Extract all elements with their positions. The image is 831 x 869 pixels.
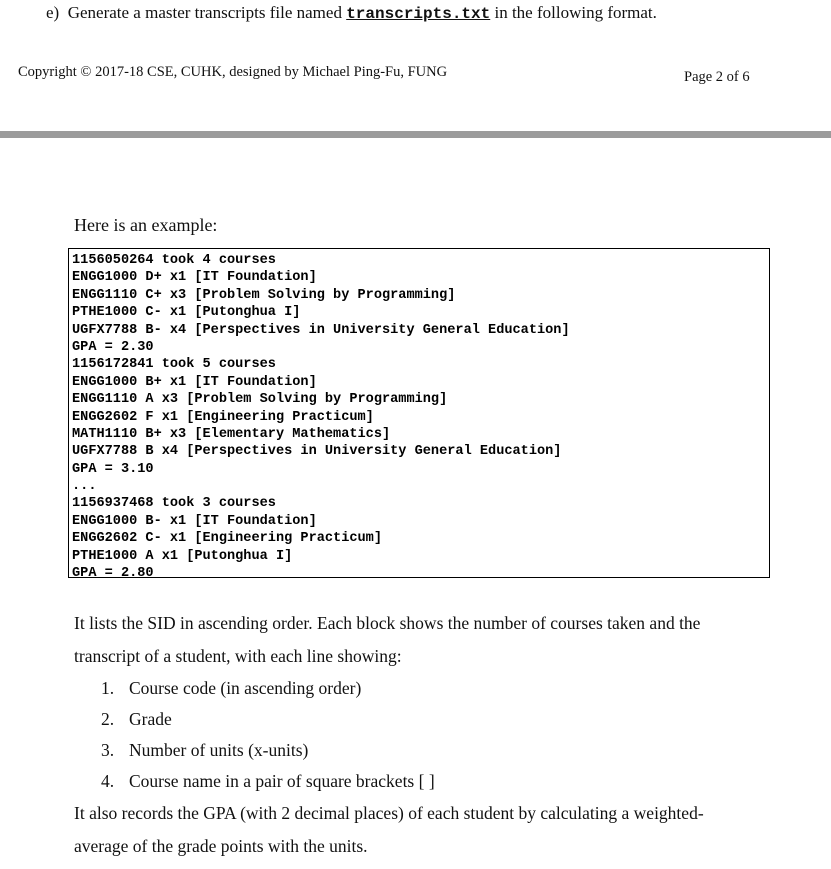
- code-line: GPA = 2.30: [72, 339, 154, 355]
- page-number: Page 2 of 6: [684, 69, 750, 85]
- code-line: GPA = 3.10: [72, 461, 154, 477]
- code-line: ENGG1000 B+ x1 [IT Foundation]: [72, 374, 317, 390]
- list-number: 2.: [101, 709, 115, 729]
- code-line: UGFX7788 B- x4 [Perspectives in University General Education]: [72, 322, 570, 338]
- code-line: GPA = 2.80: [72, 566, 154, 582]
- code-line: ...: [72, 479, 97, 495]
- list-item: [101, 740, 308, 761]
- code-line: PTHE1000 C- x1 [Putonghua I]: [72, 305, 301, 321]
- item-text-before: Generate a master transcripts file named: [67, 3, 342, 22]
- code-line: 1156937468 took 3 courses: [72, 496, 276, 512]
- page-divider: [0, 131, 831, 138]
- code-line: ENGG1000 D+ x1 [IT Foundation]: [72, 270, 317, 286]
- gpa-line-1: It also records the GPA (with 2 decimal places) of each student by calculating a weighted-: [74, 803, 704, 823]
- list-item: [101, 709, 172, 730]
- item-label: e): [46, 3, 60, 22]
- item-e-heading: [46, 3, 657, 23]
- gpa-line-2: average of the grade points with the units.: [74, 836, 368, 856]
- list-item: [101, 678, 361, 699]
- code-line: ENGG1110 A x3 [Problem Solving by Programming]: [72, 392, 448, 408]
- code-line: ENGG2602 F x1 [Engineering Practicum]: [72, 409, 374, 425]
- list-text: Course name in a pair of square brackets [ ]: [129, 771, 435, 791]
- copyright-footer: Copyright © 2017-18 CSE, CUHK, designed by Michael Ping-Fu, FUNG: [18, 64, 448, 80]
- filename: transcripts.txt: [346, 5, 491, 23]
- description-line-2: transcript of a student, with each line showing:: [74, 646, 402, 666]
- code-line: MATH1110 B+ x3 [Elementary Mathematics]: [72, 426, 391, 442]
- code-line: PTHE1000 A x1 [Putonghua I]: [72, 548, 293, 564]
- code-line: ENGG1110 C+ x3 [Problem Solving by Programming]: [72, 287, 456, 303]
- list-number: 4.: [101, 771, 115, 791]
- list-text: Course code (in ascending order): [129, 678, 362, 698]
- code-line: ENGG2602 C- x1 [Engineering Practicum]: [72, 531, 382, 547]
- list-text: Grade: [129, 709, 172, 729]
- code-line: 1156050264 took 4 courses: [72, 253, 276, 268]
- list-number: 3.: [101, 740, 115, 760]
- example-intro: Here is an example:: [74, 215, 218, 235]
- item-text-after: in the following format.: [494, 3, 657, 22]
- list-text: Number of units (x-units): [129, 740, 309, 760]
- code-line: UGFX7788 B x4 [Perspectives in University General Education]: [72, 444, 562, 460]
- description-line-1: It lists the SID in ascending order. Each block shows the number of courses taken and the: [74, 613, 701, 633]
- code-line: ENGG1000 B- x1 [IT Foundation]: [72, 513, 317, 529]
- code-line: 1156172841 took 5 courses: [72, 357, 276, 373]
- list-item: [101, 771, 435, 792]
- example-code-box: [68, 248, 770, 582]
- list-number: 1.: [101, 678, 115, 698]
